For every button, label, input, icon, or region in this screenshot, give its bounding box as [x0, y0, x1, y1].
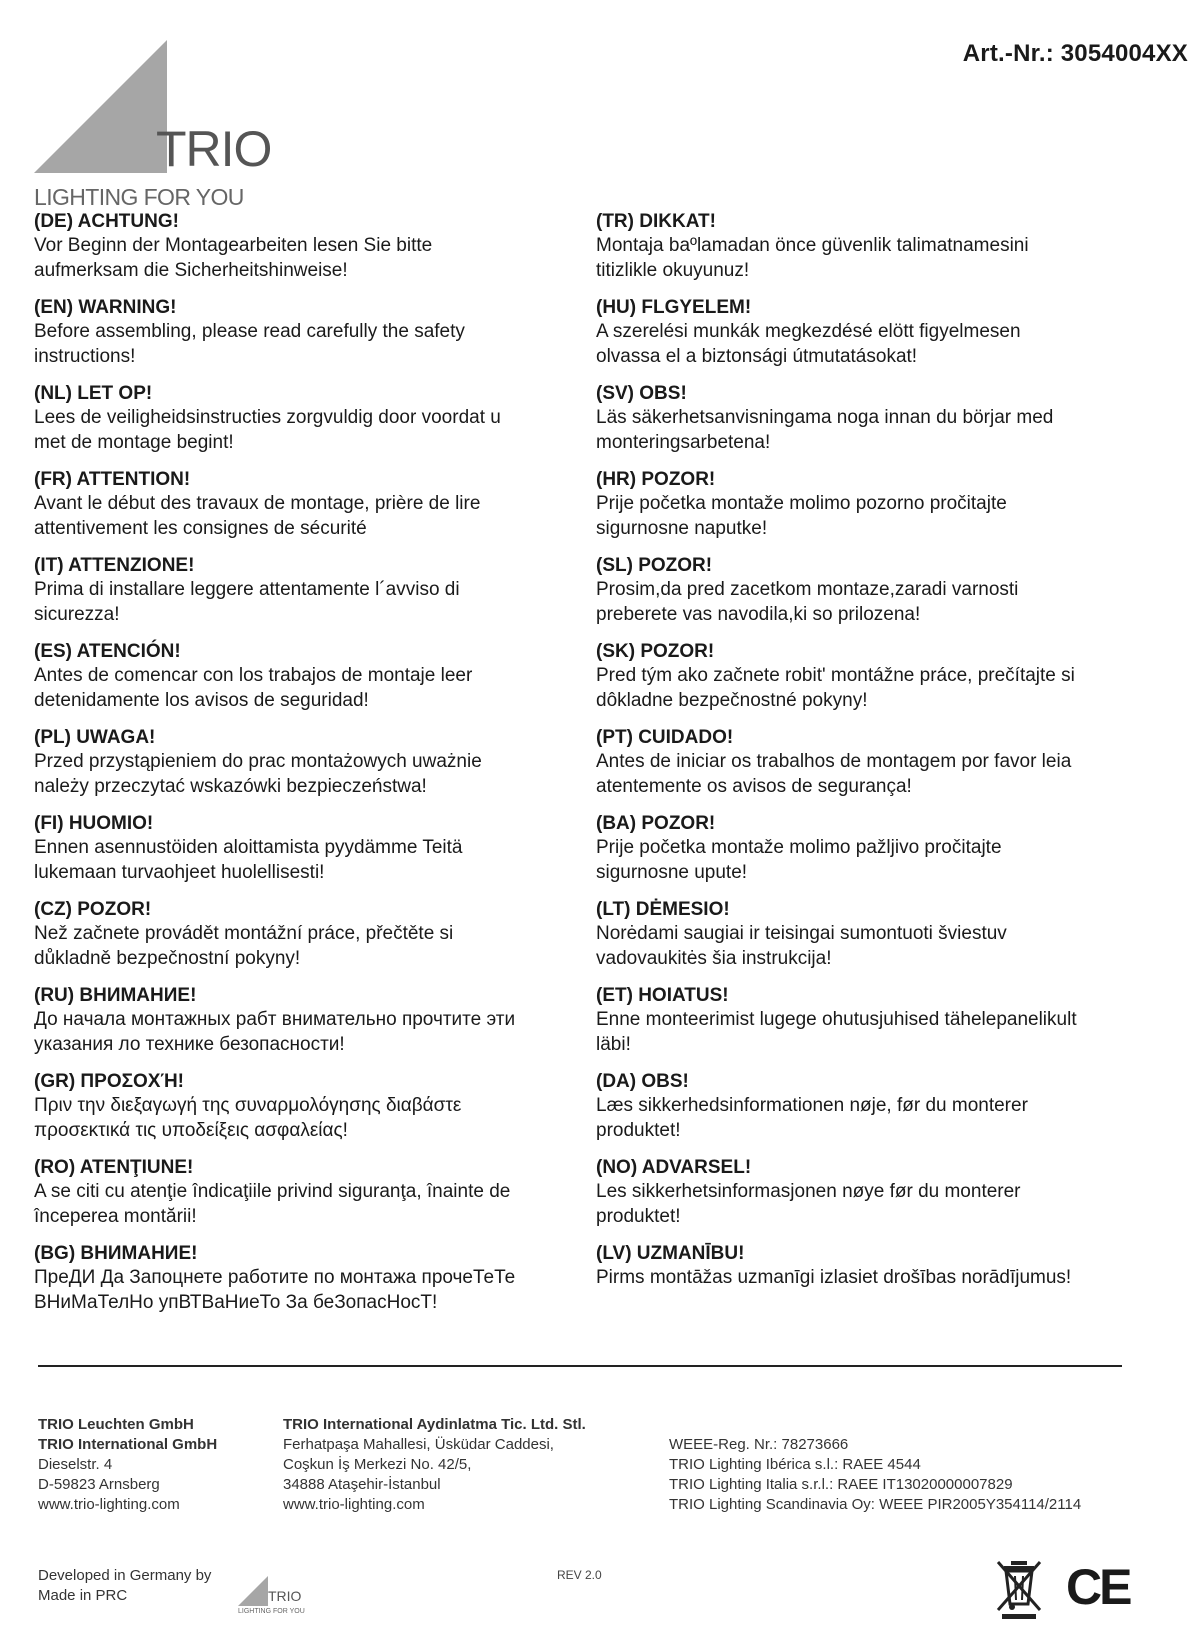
- warning-line: Läs säkerhetsanvisningama noga innan du börjar med: [596, 407, 1054, 428]
- origin-info: [38, 1566, 211, 1606]
- warning-block: [596, 1156, 1156, 1242]
- warning-line: dôkladne bezpečnostné pokyny!: [596, 690, 868, 711]
- warning-heading: (EN) WARNING!: [34, 297, 177, 318]
- crossed-out-wheelie-bin-icon: [996, 1558, 1042, 1620]
- warning-line: ВНиМаТелНо упВТВаНиеТо За беЗопасНосТ!: [34, 1292, 438, 1313]
- address-line: Ferhatpaşa Mahallesi, Üsküdar Caddesi,: [283, 1436, 554, 1453]
- warning-line: produktet!: [596, 1206, 681, 1227]
- warning-line: należy przeczytać wskazówki bezpieczeństwa!: [34, 776, 427, 797]
- warning-line: Before assembling, please read carefully the safety: [34, 321, 465, 342]
- warning-block: [596, 1070, 1156, 1156]
- warning-line: Prima di installare leggere attentamente l´avviso di: [34, 579, 460, 600]
- warning-line: Pirms montāžas uzmanīgi izlasiet drošības norādījumus!: [596, 1267, 1072, 1288]
- warning-heading: (BA) POZOR!: [596, 813, 716, 834]
- warning-heading: (DA) OBS!: [596, 1071, 689, 1092]
- warning-block: [596, 726, 1156, 812]
- company-name: TRIO International GmbH: [38, 1436, 218, 1453]
- warning-line: monteringsarbetena!: [596, 432, 771, 453]
- footer-address-germany: [38, 1415, 217, 1515]
- warning-line: vadovaukitės šia instrukcija!: [596, 948, 832, 969]
- warning-block: [34, 1156, 594, 1242]
- warning-heading: (NL) LET OP!: [34, 383, 153, 404]
- warning-line: ПреДИ Да Запоцнете работите по монтажа прочеТеТе: [34, 1267, 516, 1288]
- warning-heading: (LT) DĖMESIO!: [596, 899, 730, 920]
- warning-heading: (CZ) POZOR!: [34, 899, 152, 920]
- warning-line: Enne monteerimist lugege ohutusjuhised tähelepanelikult: [596, 1009, 1077, 1030]
- warning-line: olvassa el a biztonsági útmutatásokat!: [596, 346, 918, 367]
- address-line: 34888 Ataşehir-İstanbul: [283, 1476, 441, 1493]
- warnings-left-column: [34, 210, 594, 1328]
- warning-line: указания ло технике безопасности!: [34, 1034, 345, 1055]
- warning-line: attentivement les consignes de sécurité: [34, 518, 367, 539]
- warning-heading: (PT) CUIDADO!: [596, 727, 734, 748]
- warning-line: detenidamente los avisos de seguridad!: [34, 690, 369, 711]
- warning-line: Vor Beginn der Montagearbeiten lesen Sie bitte: [34, 235, 433, 256]
- warning-heading: (IT) ATTENZIONE!: [34, 555, 195, 576]
- warning-heading: (NO) ADVARSEL!: [596, 1157, 752, 1178]
- warning-line: läbi!: [596, 1034, 631, 1055]
- warning-block: [596, 984, 1156, 1070]
- warning-line: Než začnete provádět montážní práce, přečtěte si: [34, 923, 454, 944]
- warnings-right-column: [596, 210, 1156, 1328]
- warning-line: Læs sikkerhedsinformationen nøje, før du monterer: [596, 1095, 1028, 1116]
- warning-block: [34, 640, 594, 726]
- warning-line: sicurezza!: [34, 604, 120, 625]
- footer-address-turkey: [283, 1415, 586, 1515]
- warning-line: începerea montării!: [34, 1206, 197, 1227]
- warning-line: Prije početka montaže molimo pažljivo pročitajte: [596, 837, 1002, 858]
- warning-line: Ennen asennustöiden aloittamista pyydämme Teitä: [34, 837, 463, 858]
- website-link[interactable]: www.trio-lighting.com: [283, 1496, 425, 1513]
- warning-heading: (RO) ATENŢIUNE!: [34, 1157, 194, 1178]
- warning-heading: (SV) OBS!: [596, 383, 687, 404]
- warning-line: Montaja baºlamadan önce güvenlik talimatnamesini: [596, 235, 1029, 256]
- warning-line: atentemente os avisos de segurança!: [596, 776, 912, 797]
- warning-heading: (LV) UZMANĪBU!: [596, 1243, 745, 1264]
- ce-mark: CE: [1066, 1559, 1130, 1615]
- warning-block: [34, 898, 594, 984]
- warning-block: [34, 296, 594, 382]
- warning-block: [34, 1242, 594, 1328]
- logo-tagline: LIGHTING FOR YOU: [34, 184, 244, 210]
- warning-block: [34, 210, 594, 296]
- warning-block: [596, 898, 1156, 984]
- trio-logo: [34, 40, 274, 210]
- company-name: TRIO Leuchten GmbH: [38, 1416, 194, 1433]
- warning-line: Prosim,da pred zacetkom montaze,zaradi varnosti: [596, 579, 1019, 600]
- registration-line: WEEE-Reg. Nr.: 78273666: [669, 1436, 849, 1453]
- warning-line: A se citi cu atenţie îndicaţiile privind siguranţa, înainte de: [34, 1181, 511, 1202]
- warning-heading: (DE) ACHTUNG!: [34, 211, 179, 232]
- warning-block: [596, 210, 1156, 296]
- warning-heading: (BG) ВНИМАНИЕ!: [34, 1243, 198, 1264]
- warning-line: Przed przystąpieniem do prac montażowych uważnie: [34, 751, 482, 772]
- warning-heading: (GR) ΠΡΟΣΟΧΉ!: [34, 1071, 184, 1092]
- address-city: D-59823 Arnsberg: [38, 1476, 160, 1493]
- address-line: Coşkun İş Merkezi No. 42/5,: [283, 1456, 472, 1473]
- registration-line: TRIO Lighting Italia s.r.l.: RAEE IT13020000007829: [669, 1476, 1013, 1493]
- warning-block: [34, 812, 594, 898]
- warning-line: Lees de veiligheidsinstructies zorgvuldig door voordat u: [34, 407, 501, 428]
- warning-heading: (ET) HOIATUS!: [596, 985, 729, 1006]
- company-name: TRIO International Aydinlatma Tic. Ltd. Stl.: [283, 1416, 586, 1433]
- warning-block: [34, 1070, 594, 1156]
- mini-logo-tagline: LIGHTING FOR YOU: [238, 1608, 305, 1615]
- warning-line: Avant le début des travaux de montage, prière de lire: [34, 493, 481, 514]
- warning-block: [34, 382, 594, 468]
- warning-heading: (TR) DIKKAT!: [596, 211, 716, 232]
- address-street: Dieselstr. 4: [38, 1456, 113, 1473]
- warning-block: [596, 1242, 1156, 1328]
- warning-block: [596, 382, 1156, 468]
- warning-line: titizlikle okuyunuz!: [596, 260, 750, 281]
- warning-line: met de montage begint!: [34, 432, 234, 453]
- trio-mini-logo: [238, 1574, 308, 1620]
- footer-registrations: [669, 1435, 1081, 1515]
- warning-line: sigurnosne upute!: [596, 862, 748, 883]
- warning-line: A szerelési munkák megkezdésé elött figyelmesen: [596, 321, 1021, 342]
- registration-line: TRIO Lighting Ibérica s.l.: RAEE 4544: [669, 1456, 921, 1473]
- warning-line: Antes de comencar con los trabajos de montaje leer: [34, 665, 473, 686]
- warning-heading: (PL) UWAGA!: [34, 727, 156, 748]
- warning-block: [34, 726, 594, 812]
- revision-label: REV 2.0: [557, 1568, 602, 1582]
- warning-line: До начала монтажных рабт внимательно прочтите эти: [34, 1009, 516, 1030]
- registration-line: TRIO Lighting Scandinavia Oy: WEEE PIR2005Y354114/2114: [669, 1496, 1082, 1513]
- warning-line: preberete vas navodila,ki so prilozena!: [596, 604, 921, 625]
- warning-heading: (SK) POZOR!: [596, 641, 715, 662]
- warning-line: aufmerksam die Sicherheitshinweise!: [34, 260, 348, 281]
- warning-line: Les sikkerhetsinformasjonen nøye før du monterer: [596, 1181, 1021, 1202]
- warning-heading: (HR) POZOR!: [596, 469, 716, 490]
- warning-block: [596, 554, 1156, 640]
- warning-line: Prije početka montaže molimo pozorno pročitajte: [596, 493, 1007, 514]
- mini-logo-brand: TRIO: [268, 1588, 302, 1604]
- warning-line: Antes de iniciar os trabalhos de montagem por favor leia: [596, 751, 1072, 772]
- warning-block: [34, 554, 594, 640]
- article-number: Art.-Nr.: 3054004XX: [962, 40, 1188, 67]
- warning-block: [596, 296, 1156, 382]
- website-link[interactable]: www.trio-lighting.com: [38, 1496, 180, 1513]
- warning-heading: (SL) POZOR!: [596, 555, 713, 576]
- warning-heading: (FR) ATTENTION!: [34, 469, 191, 490]
- warning-heading: (RU) ВНИМАНИЕ!: [34, 985, 197, 1006]
- warning-block: [34, 468, 594, 554]
- warning-heading: (ES) ATENCIÓN!: [34, 641, 181, 662]
- warning-heading: (FI) HUOMIO!: [34, 813, 154, 834]
- warning-block: [596, 468, 1156, 554]
- warning-heading: (HU) FLGYELEM!: [596, 297, 752, 318]
- warning-line: lukemaan turvaohjeet huolellisesti!: [34, 862, 325, 883]
- footer-divider: [38, 1365, 1122, 1367]
- developed-by: Developed in Germany by: [38, 1567, 212, 1584]
- warning-block: [34, 984, 594, 1070]
- warning-line: instructions!: [34, 346, 136, 367]
- made-in: Made in PRC: [38, 1587, 128, 1604]
- warning-line: produktet!: [596, 1120, 681, 1141]
- warning-block: [596, 812, 1156, 898]
- warning-block: [596, 640, 1156, 726]
- warning-line: důkladně bezpečnostní pokyny!: [34, 948, 301, 969]
- warning-line: Pred tým ako začnete robit' montážne práce, prečítajte si: [596, 665, 1075, 686]
- logo-brand: TRIO: [156, 121, 272, 177]
- warning-line: sigurnosne naputke!: [596, 518, 768, 539]
- warning-line: προσεκτικά τις υποδείξεις ασφαλείας!: [34, 1120, 348, 1141]
- warning-line: Πριν την διεξαγωγή της συναρμολόγησης διαβάστε: [34, 1095, 462, 1116]
- warning-line: Norėdami saugiai ir teisingai sumontuoti šviestuv: [596, 923, 1007, 944]
